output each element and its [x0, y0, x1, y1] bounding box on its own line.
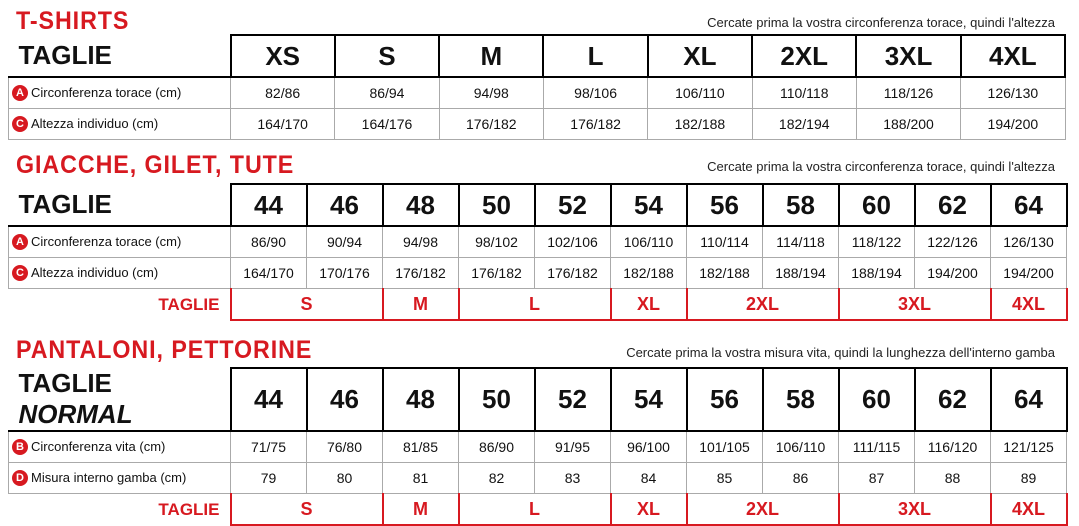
row-label-text: Circonferenza torace (cm): [31, 84, 182, 100]
table-row: [9, 431, 1067, 463]
value-cell: 176/182: [383, 258, 459, 289]
size-cell: 44: [231, 184, 307, 226]
size-cell: 54: [611, 368, 687, 431]
value-cell: 89: [991, 463, 1067, 494]
section-title-pantaloni: PANTALONI, PETTORINE: [16, 336, 313, 364]
size-cell: 64: [991, 368, 1067, 431]
letter-size-cell: L: [459, 289, 611, 321]
value-cell: 85: [687, 463, 763, 494]
size-cell: XL: [648, 35, 752, 77]
value-cell: 182/188: [611, 258, 687, 289]
letter-size-cell: XL: [611, 494, 687, 526]
badge-b-icon: B: [12, 439, 28, 455]
size-cell: 46: [307, 368, 383, 431]
value-cell: 98/106: [543, 77, 647, 109]
table-row: [9, 109, 1066, 140]
row-label: [9, 463, 231, 494]
value-cell: 170/176: [307, 258, 383, 289]
giacche-note: Cercate prima la vostra circonferenza torace, quindi l'altezza: [707, 159, 1055, 174]
size-cell: 52: [535, 368, 611, 431]
header-label-text: TAGLIE: [18, 368, 112, 398]
badge-a-icon: A: [12, 234, 28, 250]
value-cell: 121/125: [991, 431, 1067, 463]
pantaloni-table: [8, 367, 1068, 526]
value-cell: 188/194: [839, 258, 915, 289]
value-cell: 82: [459, 463, 535, 494]
value-cell: 101/105: [687, 431, 763, 463]
value-cell: 188/200: [856, 109, 960, 140]
tshirts-header-row: [9, 35, 1066, 77]
size-cell: 48: [383, 368, 459, 431]
size-cell: XS: [231, 35, 335, 77]
value-cell: 118/126: [856, 77, 960, 109]
value-cell: 182/188: [648, 109, 752, 140]
row-label: [9, 258, 231, 289]
pantaloni-header-row: [9, 368, 1067, 431]
letter-size-cell: 2XL: [687, 289, 839, 321]
pantaloni-header-label: [9, 368, 231, 431]
value-cell: 110/114: [687, 226, 763, 258]
size-cell: 50: [459, 368, 535, 431]
value-cell: 81/85: [383, 431, 459, 463]
size-cell: 64: [991, 184, 1067, 226]
letter-size-cell: S: [231, 289, 383, 321]
value-cell: 116/120: [915, 431, 991, 463]
value-cell: 126/130: [991, 226, 1067, 258]
size-cell: 44: [231, 368, 307, 431]
value-cell: 94/98: [383, 226, 459, 258]
row-label-text: Altezza individuo (cm): [31, 115, 159, 131]
value-cell: 194/200: [961, 109, 1065, 140]
value-cell: 87: [839, 463, 915, 494]
badge-d-icon: D: [12, 470, 28, 486]
value-cell: 118/122: [839, 226, 915, 258]
letter-size-cell: 3XL: [839, 289, 991, 321]
size-cell: 58: [763, 368, 839, 431]
size-cell: 3XL: [856, 35, 960, 77]
size-cell: 4XL: [961, 35, 1065, 77]
value-cell: 86/94: [335, 77, 439, 109]
size-cell: 56: [687, 184, 763, 226]
letter-size-label: TAGLIE: [158, 294, 220, 314]
value-cell: 164/170: [231, 109, 335, 140]
size-cell: 62: [915, 368, 991, 431]
giacche-table: [8, 183, 1068, 321]
value-cell: 106/110: [648, 77, 752, 109]
size-cell: 2XL: [752, 35, 856, 77]
giacche-header-row: [9, 184, 1067, 226]
letter-size-cell: 4XL: [991, 494, 1067, 526]
table-row: [9, 258, 1067, 289]
value-cell: 176/182: [543, 109, 647, 140]
size-cell: 60: [839, 184, 915, 226]
section-title-tshirts: T-SHIRTS: [16, 7, 130, 35]
letter-size-cell: S: [231, 494, 383, 526]
row-label-text: Misura interno gamba (cm): [31, 469, 187, 485]
size-cell: 60: [839, 368, 915, 431]
value-cell: 188/194: [763, 258, 839, 289]
letter-size-row: [9, 289, 1067, 321]
value-cell: 176/182: [459, 258, 535, 289]
letter-size-cell: 4XL: [991, 289, 1067, 321]
size-cell: 58: [763, 184, 839, 226]
letter-size-cell: M: [383, 494, 459, 526]
tshirts-header-label: TAGLIE: [9, 35, 231, 77]
value-cell: 88: [915, 463, 991, 494]
value-cell: 110/118: [752, 77, 856, 109]
value-cell: 84: [611, 463, 687, 494]
value-cell: 106/110: [611, 226, 687, 258]
value-cell: 76/80: [307, 431, 383, 463]
value-cell: 94/98: [439, 77, 543, 109]
tshirts-note: Cercate prima la vostra circonferenza torace, quindi l'altezza: [707, 15, 1055, 30]
size-cell: 50: [459, 184, 535, 226]
value-cell: 81: [383, 463, 459, 494]
row-label: [9, 109, 231, 140]
size-cell: L: [543, 35, 647, 77]
value-cell: 182/194: [752, 109, 856, 140]
pantaloni-note: Cercate prima la vostra misura vita, quindi la lunghezza dell'interno gamba: [626, 345, 1055, 360]
value-cell: 126/130: [961, 77, 1065, 109]
letter-size-cell: 2XL: [687, 494, 839, 526]
size-cell: 62: [915, 184, 991, 226]
value-cell: 114/118: [763, 226, 839, 258]
letter-size-cell: M: [383, 289, 459, 321]
value-cell: 90/94: [307, 226, 383, 258]
value-cell: 91/95: [535, 431, 611, 463]
giacche-header-label: TAGLIE: [9, 184, 231, 226]
size-cell: 56: [687, 368, 763, 431]
value-cell: 80: [307, 463, 383, 494]
value-cell: 164/176: [335, 109, 439, 140]
value-cell: 176/182: [535, 258, 611, 289]
value-cell: 79: [231, 463, 307, 494]
value-cell: 194/200: [915, 258, 991, 289]
value-cell: 122/126: [915, 226, 991, 258]
size-cell: 54: [611, 184, 687, 226]
letter-size-cell: XL: [611, 289, 687, 321]
value-cell: 102/106: [535, 226, 611, 258]
row-label: [9, 226, 231, 258]
value-cell: 176/182: [439, 109, 543, 140]
value-cell: 98/102: [459, 226, 535, 258]
badge-c-icon: C: [12, 265, 28, 281]
value-cell: 83: [535, 463, 611, 494]
value-cell: 111/115: [839, 431, 915, 463]
table-row: [9, 77, 1066, 109]
size-cell: 52: [535, 184, 611, 226]
table-row: [9, 226, 1067, 258]
row-label-text: Altezza individuo (cm): [31, 264, 159, 280]
size-cell: S: [335, 35, 439, 77]
size-cell: M: [439, 35, 543, 77]
letter-size-cell: L: [459, 494, 611, 526]
value-cell: 82/86: [231, 77, 335, 109]
row-label: [9, 431, 231, 463]
header-label-em: NORMAL: [18, 399, 133, 429]
value-cell: 164/170: [231, 258, 307, 289]
badge-c-icon: C: [12, 116, 28, 132]
size-cell: 48: [383, 184, 459, 226]
table-row: [9, 463, 1067, 494]
value-cell: 194/200: [991, 258, 1067, 289]
value-cell: 71/75: [231, 431, 307, 463]
value-cell: 182/188: [687, 258, 763, 289]
size-cell: 46: [307, 184, 383, 226]
value-cell: 86/90: [231, 226, 307, 258]
row-label: [9, 77, 231, 109]
value-cell: 96/100: [611, 431, 687, 463]
value-cell: 86: [763, 463, 839, 494]
value-cell: 106/110: [763, 431, 839, 463]
row-label-text: Circonferenza torace (cm): [31, 233, 182, 249]
row-label-text: Circonferenza vita (cm): [31, 438, 166, 454]
badge-a-icon: A: [12, 85, 28, 101]
letter-size-row: [9, 494, 1067, 526]
tshirts-table: [8, 34, 1066, 140]
letter-size-cell: 3XL: [839, 494, 991, 526]
section-title-giacche: GIACCHE, GILET, TUTE: [16, 151, 295, 179]
value-cell: 86/90: [459, 431, 535, 463]
letter-size-label: TAGLIE: [158, 499, 220, 519]
